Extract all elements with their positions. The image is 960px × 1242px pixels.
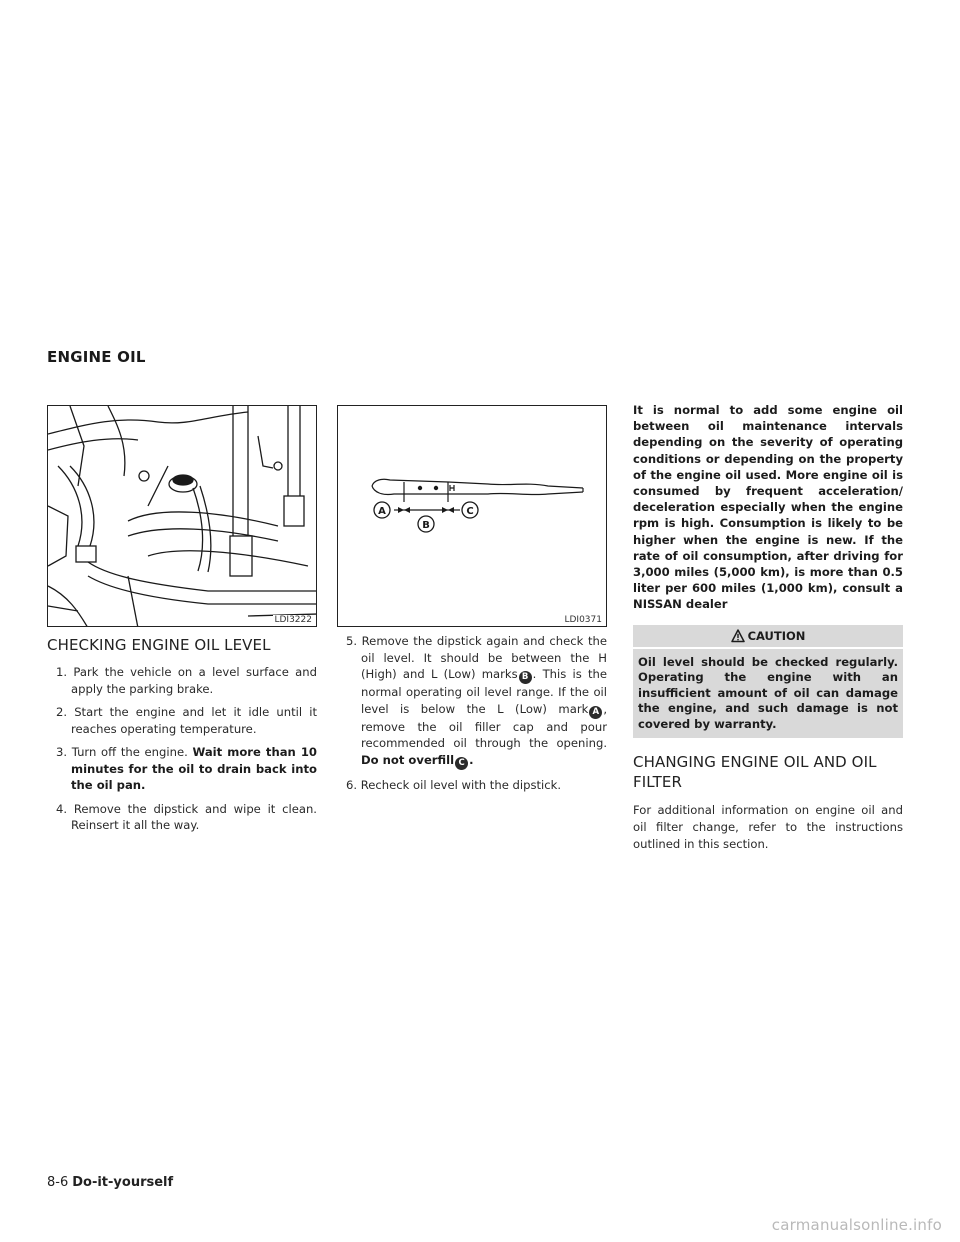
engine-bay-illustration	[47, 405, 317, 627]
watermark[interactable]: carmanualsonline.info	[771, 1216, 942, 1234]
middle-column	[337, 405, 607, 800]
warning-triangle-icon	[731, 629, 745, 643]
dipstick-illustration	[337, 405, 607, 627]
page-footer	[47, 1175, 173, 1190]
steps-list-left	[47, 664, 317, 834]
steps-list-middle	[337, 633, 607, 793]
right-column	[633, 405, 903, 853]
page-number: 8-6	[47, 1175, 69, 1190]
left-column	[47, 405, 317, 841]
figure-code: LDI0371	[564, 615, 602, 625]
step-5: 5. Remove the dipstick again and check the oil level. It should be between the H (High) and L (Low) marks B . This is the normal operating oil level range. If the oil level is below the L (Low) mark A , remove the oil filler cap and pour recommended oil through the opening. Do not overfill C .	[346, 634, 607, 768]
heading-changing-oil: CHANGING ENGINE OIL AND OIL FILTER	[633, 752, 877, 791]
section-title: ENGINE OIL	[47, 348, 146, 366]
figure-code: LDI3222	[274, 615, 312, 625]
caution-text: Oil level should be checked regularly. Operating the engine with an insufficient amount of oil can damage the engine, and such damage is not covered by warranty.	[638, 654, 898, 732]
step-3: 3. Turn off the engine. Wait more than 10 minutes for the oil to drain back into the oil pan.	[56, 745, 317, 792]
marker-a-icon: A	[589, 706, 602, 719]
step-2: 2. Start the engine and let it idle until it reaches operating temperature.	[56, 705, 317, 736]
marker-c-icon: C	[455, 757, 468, 770]
marker-b-icon: B	[519, 671, 532, 684]
dipstick-label-c: C	[466, 506, 474, 517]
dipstick-label-b: B	[422, 520, 430, 531]
caution-title: CAUTION	[747, 628, 806, 643]
step-1: 1. Park the vehicle on a level surface and apply the parking brake.	[56, 665, 317, 696]
heading-checking-oil: CHECKING ENGINE OIL LEVEL	[47, 636, 271, 654]
caution-header	[633, 625, 903, 649]
step-4: 4. Remove the dipstick and wipe it clean. Reinsert it all the way.	[56, 801, 317, 832]
oil-consumption-note: It is normal to add some engine oil between oil maintenance intervals depending on the severity of operating conditions or depending on the property of the engine oil used. More engine oil is consumed by frequent acceleration/ deceleration especially when the engine rpm is high. Consumption is likely to be higher when the engine is new. If the rate of oil consumption, after driving for 3,000 miles (5,000 km), is more than 0.5 liter per 600 miles (1,000 km), consult a NISSAN dealer	[633, 403, 903, 612]
dipstick-label-a: A	[378, 506, 386, 517]
oil-change-paragraph: For additional information on engine oil and oil filter change, refer to the instructions outlined in this section.	[633, 802, 903, 851]
caution-box	[633, 625, 903, 738]
step-6: 6. Recheck oil level with the dipstick.	[346, 777, 562, 792]
dipstick-drawing	[338, 406, 607, 627]
engine-bay-drawing	[48, 406, 317, 627]
chapter-name: Do-it-yourself	[72, 1175, 174, 1190]
